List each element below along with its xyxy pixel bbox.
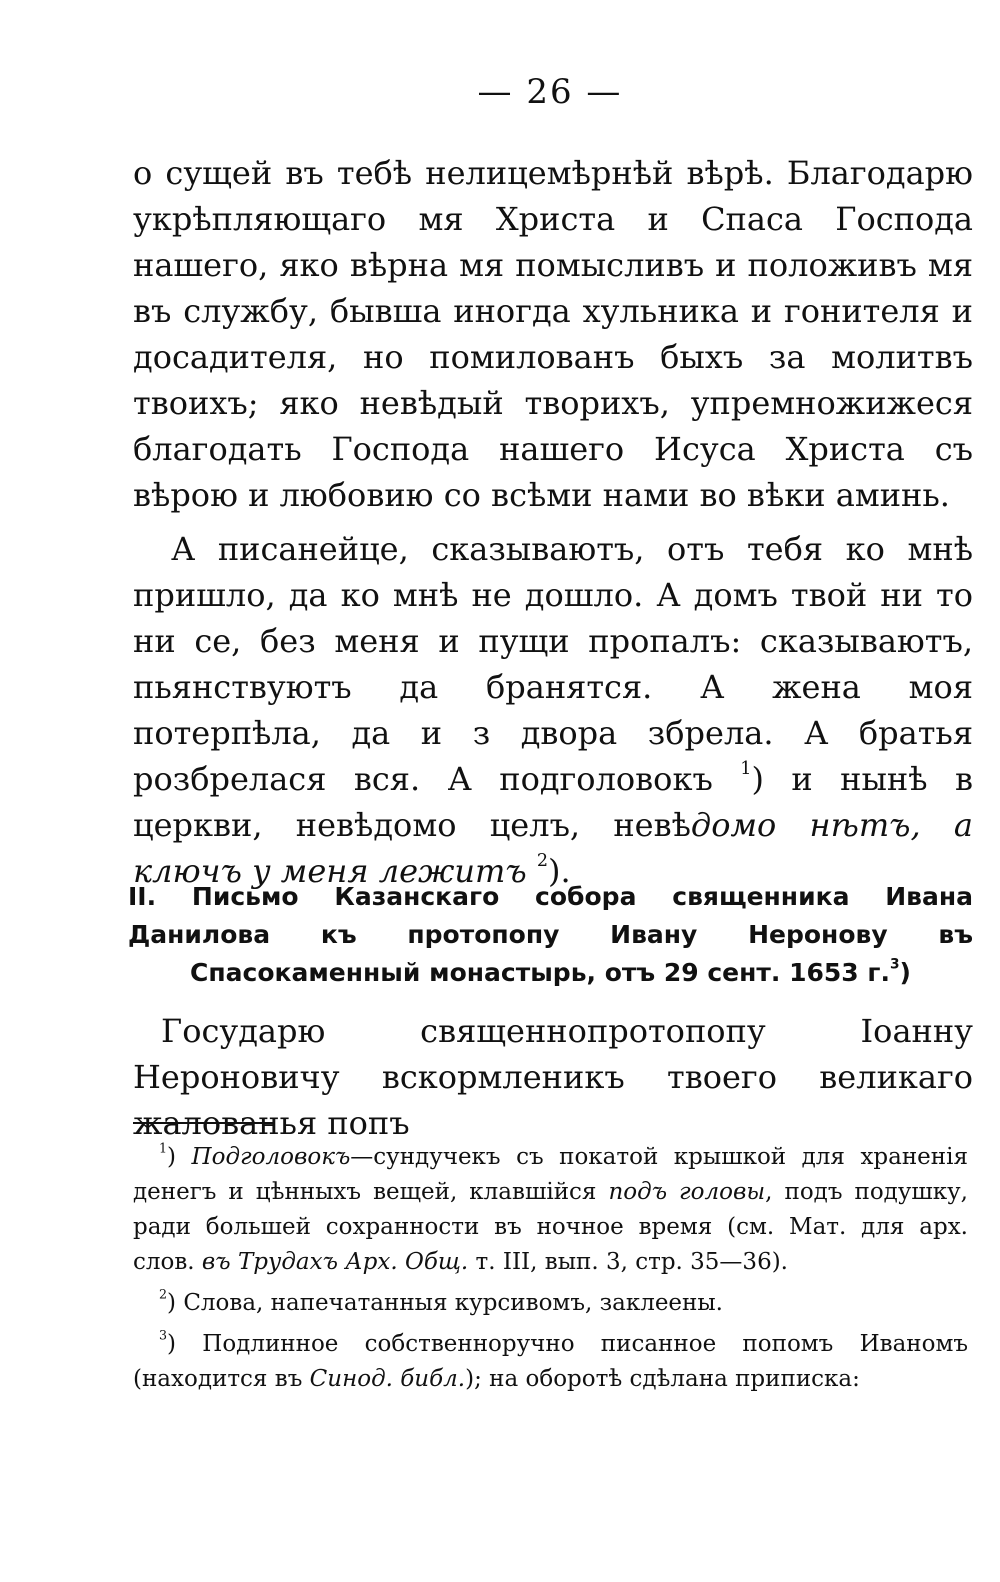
footnote-ref-1: 1 bbox=[740, 759, 752, 780]
footnote-2-text: ) Слова, напечатанныя курсивомъ, заклеены. bbox=[167, 1290, 723, 1316]
paragraph-2-mid: ) и нынѣ в церкви, невѣдомо целъ, невѣ bbox=[133, 760, 974, 844]
footnote-3-italic: Синод. библ. bbox=[309, 1366, 466, 1392]
footnote-2-mark: 2 bbox=[159, 1286, 168, 1302]
paragraph-2 bbox=[133, 526, 973, 894]
footnotes bbox=[133, 1140, 968, 1403]
letter-opening: Государю священнопротопопу Іоанну Нероновичу вскормленикъ твоего великаго жалованья попъ bbox=[133, 1012, 973, 1142]
footnote-1-term: Подголовокъ bbox=[191, 1144, 351, 1170]
paragraph-1: о сущей въ тебѣ нелицемѣрнѣй вѣрѣ. Благодарю укрѣпляющаго мя Христа и Спаса Господа нашего, яко вѣрна мя помысливъ и положивъ мя въ службу, бывша иногда хульника и гонителя и досадителя, но помилованъ быхъ за молитвъ твоихъ; яко невѣдый творихъ, упремножижеся благодать Господа нашего Исуса Христа съ вѣрою и любовию со всѣми нами во вѣки аминь. bbox=[133, 154, 973, 514]
paragraph-2-lead: А писанейце, сказываютъ, отъ тебя ко мнѣ пришло, да ко мнѣ не дошло. А домъ твой ни то ни се, без меня и пущи пропалъ: сказываютъ, пьянствуютъ да бранятся. А жена моя потерпѣла, да и з двора збрела. А братья розбрелася вся. А подголовокъ bbox=[133, 530, 973, 798]
footnote-3-text: ) Подлинное собственноручно писанное попомъ Иваномъ (находится въ bbox=[133, 1331, 968, 1392]
section-heading bbox=[128, 878, 973, 992]
footnote-2 bbox=[133, 1286, 968, 1321]
footnote-1-text-2: , подъ подушку, ради большей сохранности въ ночное время (см. Мат. для арх. слов. bbox=[133, 1179, 968, 1275]
page-number: — 26 — bbox=[477, 72, 623, 112]
footnote-3 bbox=[133, 1327, 968, 1397]
paragraph-2-end: ). bbox=[548, 852, 571, 890]
footnote-ref-3: 3 bbox=[889, 956, 900, 973]
footnote-divider bbox=[133, 1122, 275, 1124]
section-heading-close: ) bbox=[899, 958, 911, 987]
main-text-body bbox=[133, 150, 973, 894]
footnote-1-mark: 1 bbox=[159, 1140, 168, 1156]
footnote-1-italic-3: въ Трудахъ Арх. Общ. bbox=[201, 1249, 469, 1275]
footnote-3-mark: 3 bbox=[159, 1327, 168, 1343]
footnote-1-text: —сундучекъ съ покатой крышкой для храненія денегъ и цѣнныхъ вещей, клавшійся bbox=[133, 1144, 968, 1205]
footnote-1-text-3: т. III, вып. 3, стр. 35—36). bbox=[468, 1249, 788, 1275]
footnote-1-italic-2: подъ головы bbox=[608, 1179, 766, 1205]
footnote-1: $^1$) Подголовокъ—сундучекъ съ покатой крышкой для храненія денегъ и цѣнныхъ вещей, клавшійся подъ головы, подъ подушку, ради большей сохранности въ ночное время (см. Мат. для арх. слов. въ Трудахъ Арх. Общ. т. III, вып. 3, стр. 35—36). bbox=[133, 1140, 968, 1275]
footnote-ref-2: 2 bbox=[536, 851, 549, 872]
section-heading-text: II. Письмо Казанскаго собора священника Ивана Данилова къ протопопу Ивану Неронову въ Спасокаменный монастырь, отъ 29 сент. 1653 г. bbox=[128, 882, 973, 987]
footnote-3-text-2: ); на оборотѣ сдѣлана приписка: bbox=[465, 1366, 860, 1392]
paragraph-2-italic: домо нѣтъ, а ключъ у меня лежитъ bbox=[133, 806, 973, 890]
